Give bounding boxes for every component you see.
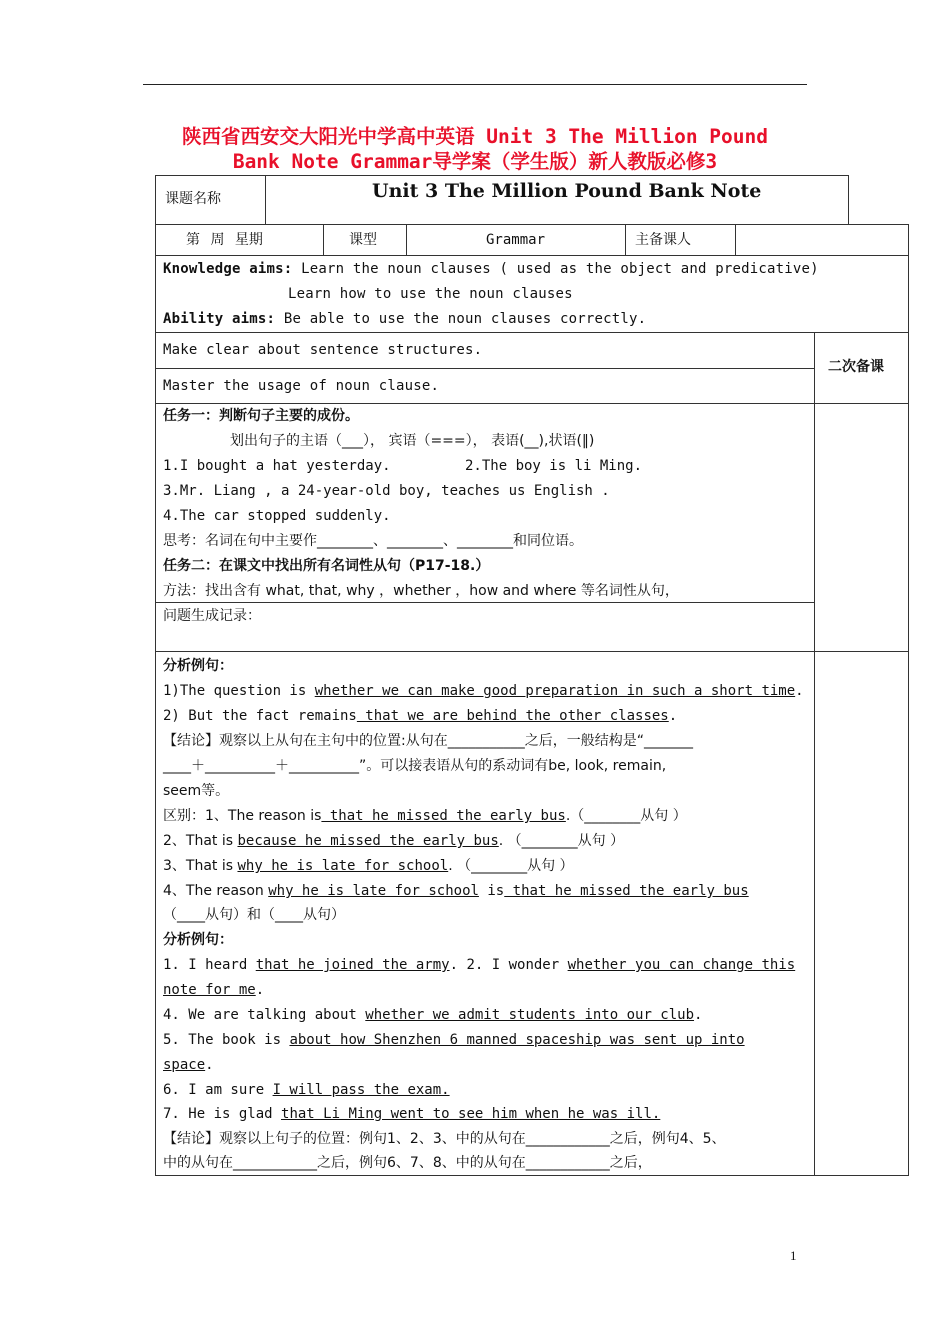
analysis2-example-7 — [163, 1102, 660, 1127]
example-text: 1. I heard — [163, 957, 256, 973]
analysis1-example-1 — [163, 679, 804, 704]
example-clause: that we are behind the other classes — [356, 708, 669, 724]
example-text: 4、The reason — [163, 883, 269, 899]
task1-sentence-1: 1.I bought a hat yesterday. — [163, 458, 391, 474]
knowledge-aim-1: Learn the noun clauses ( used as the object and predicative) — [301, 261, 819, 277]
task1-instruction: 划出句子的主语（___）， 宾语（===）， 表语(__),状语(‖) — [230, 433, 595, 449]
example-clause: about how Shenzhen 6 manned spaceship was sent up into — [289, 1032, 745, 1048]
example-text: . — [694, 1007, 703, 1023]
title-line-1: 陕西省西安交大阳光中学高中英语 Unit 3 The Million Pound — [182, 125, 768, 148]
example-text: . — [795, 683, 804, 699]
example-clause: that Li Ming went to see him when he was ill. — [281, 1106, 661, 1122]
ability-aim-1: Be able to use the noun clauses correctly. — [283, 311, 647, 327]
analysis1-conclusion-1: 【结论】观察以上从句在主句中的位置:从句在___________之后，一般结构是“_______ — [163, 733, 693, 749]
example-text: 7. He is glad — [163, 1106, 282, 1122]
info-divider-4 — [735, 224, 736, 256]
analysis1-example-2 — [163, 704, 677, 729]
objectives-divider — [814, 332, 815, 404]
analysis2-example-6 — [163, 1078, 450, 1103]
example-clause: why he is late for school — [237, 858, 449, 874]
task2-method: 方法：找出含有 what, that, why ，whether ，how and where 等名词性从句， — [163, 583, 679, 599]
example-text: 5. The book is — [163, 1032, 290, 1048]
record-label: 问题生成记录： — [163, 608, 261, 624]
example-text: . 2. I wonder — [449, 957, 568, 973]
task-divider — [814, 403, 815, 652]
analysis2-conclusion-2: 中的从句在____________之后，例句6、7、8、中的从句在____________之后， — [163, 1155, 652, 1171]
objective-2: Master the usage of noun clause. — [163, 378, 440, 394]
teacher-label: 主备课人 — [635, 232, 691, 248]
analysis2-example-5b — [163, 1053, 214, 1078]
example-text: 3、That is — [163, 858, 238, 874]
top-rule — [143, 84, 807, 85]
week-label: 第 周 星期 — [186, 232, 263, 248]
difference-1 — [163, 804, 687, 829]
analysis2-example-1 — [163, 953, 795, 978]
difference-5: （____从句）和（____从句） — [163, 907, 345, 923]
example-text: 4. We are talking about — [163, 1007, 366, 1023]
analysis2-conclusion-1: 【结论】观察以上句子的位置：例句1、2、3、中的从句在____________之后，例句4、5、 — [163, 1131, 726, 1147]
example-text: . — [668, 708, 678, 724]
document-title — [140, 124, 810, 174]
example-clause: whether we can make good preparation in such a short time — [314, 683, 796, 699]
title-line-2: Bank Note Grammar导学案（学生版）新人教版必修3 — [232, 150, 718, 173]
example-text: .（________从句 ） — [565, 808, 687, 824]
type-value: Grammar — [486, 232, 546, 248]
info-divider-3 — [625, 224, 626, 256]
analysis1-heading: 分析例句： — [163, 658, 233, 674]
type-label: 课型 — [349, 232, 377, 248]
example-clause: whether you can change this — [567, 957, 796, 973]
example-clause: that he missed the early bus — [504, 883, 749, 899]
topic-label: 课题名称 — [165, 191, 221, 207]
difference-2 — [163, 829, 624, 854]
example-text: 区别：1、The reason is — [163, 808, 322, 824]
page-number: 1 — [790, 1248, 797, 1263]
knowledge-label: Knowledge aims: — [163, 261, 293, 277]
task1-sentence-4: 4.The car stopped suddenly. — [163, 508, 391, 524]
example-text: is — [478, 883, 505, 899]
difference-3 — [163, 854, 574, 879]
task1-heading: 任务一：判断句子主要的成份。 — [163, 408, 359, 424]
difference-4 — [163, 879, 749, 904]
example-text: 2、That is — [163, 833, 238, 849]
analysis2-heading: 分析例句： — [163, 932, 233, 948]
task2-heading: 任务二：在课文中找出所有名词性从句（P17-18.） — [163, 558, 490, 574]
task1-sentence-3: 3.Mr. Liang , a 24-year-old boy, teaches us English . — [163, 483, 610, 499]
info-divider-1 — [323, 224, 324, 256]
info-divider-2 — [406, 224, 407, 256]
example-clause: why he is late for school — [268, 883, 479, 899]
analysis2-example-5 — [163, 1028, 745, 1053]
example-clause: because he missed the early bus — [237, 833, 499, 849]
example-text: . （________从句 ） — [498, 833, 625, 849]
example-clause: I will pass the exam. — [272, 1082, 450, 1098]
example-text: 2) But the fact remains — [163, 708, 357, 724]
example-text: . （________从句 ） — [448, 858, 574, 874]
analysis1-conclusion-2: ____＋__________＋__________”。可以接表语从句的系动词有be, look, remain, — [163, 758, 667, 774]
analysis2-example-4 — [163, 1003, 702, 1028]
objective-1: Make clear about sentence structures. — [163, 342, 483, 358]
example-clause: that he missed the early bus — [321, 808, 566, 824]
example-text: . — [205, 1057, 214, 1073]
topic-divider — [265, 175, 266, 225]
task1-think: 思考：名词在句中主要作________、________、________和同位语。 — [163, 533, 583, 549]
example-text: 1)The question is — [163, 683, 315, 699]
example-text: 6. I am sure — [163, 1082, 273, 1098]
topic-value: Unit 3 The Million Pound Bank Note — [372, 180, 762, 202]
task1-sentence-2: 2.The boy is li Ming. — [465, 458, 643, 474]
example-clause: whether we admit students into our club — [365, 1007, 695, 1023]
analysis-divider — [814, 651, 815, 1176]
knowledge-aim-2: Learn how to use the noun clauses — [288, 286, 573, 302]
example-clause: space — [163, 1057, 206, 1073]
second-prep-label: 二次备课 — [828, 359, 884, 375]
analysis2-example-1b — [163, 978, 264, 1003]
example-text: . — [255, 982, 265, 998]
ability-label: Ability aims: — [163, 311, 276, 327]
example-clause: that he joined the army — [255, 957, 450, 973]
example-clause: note for me — [163, 982, 256, 998]
objectives-split — [155, 368, 814, 369]
analysis1-conclusion-3: seem等。 — [163, 783, 230, 799]
